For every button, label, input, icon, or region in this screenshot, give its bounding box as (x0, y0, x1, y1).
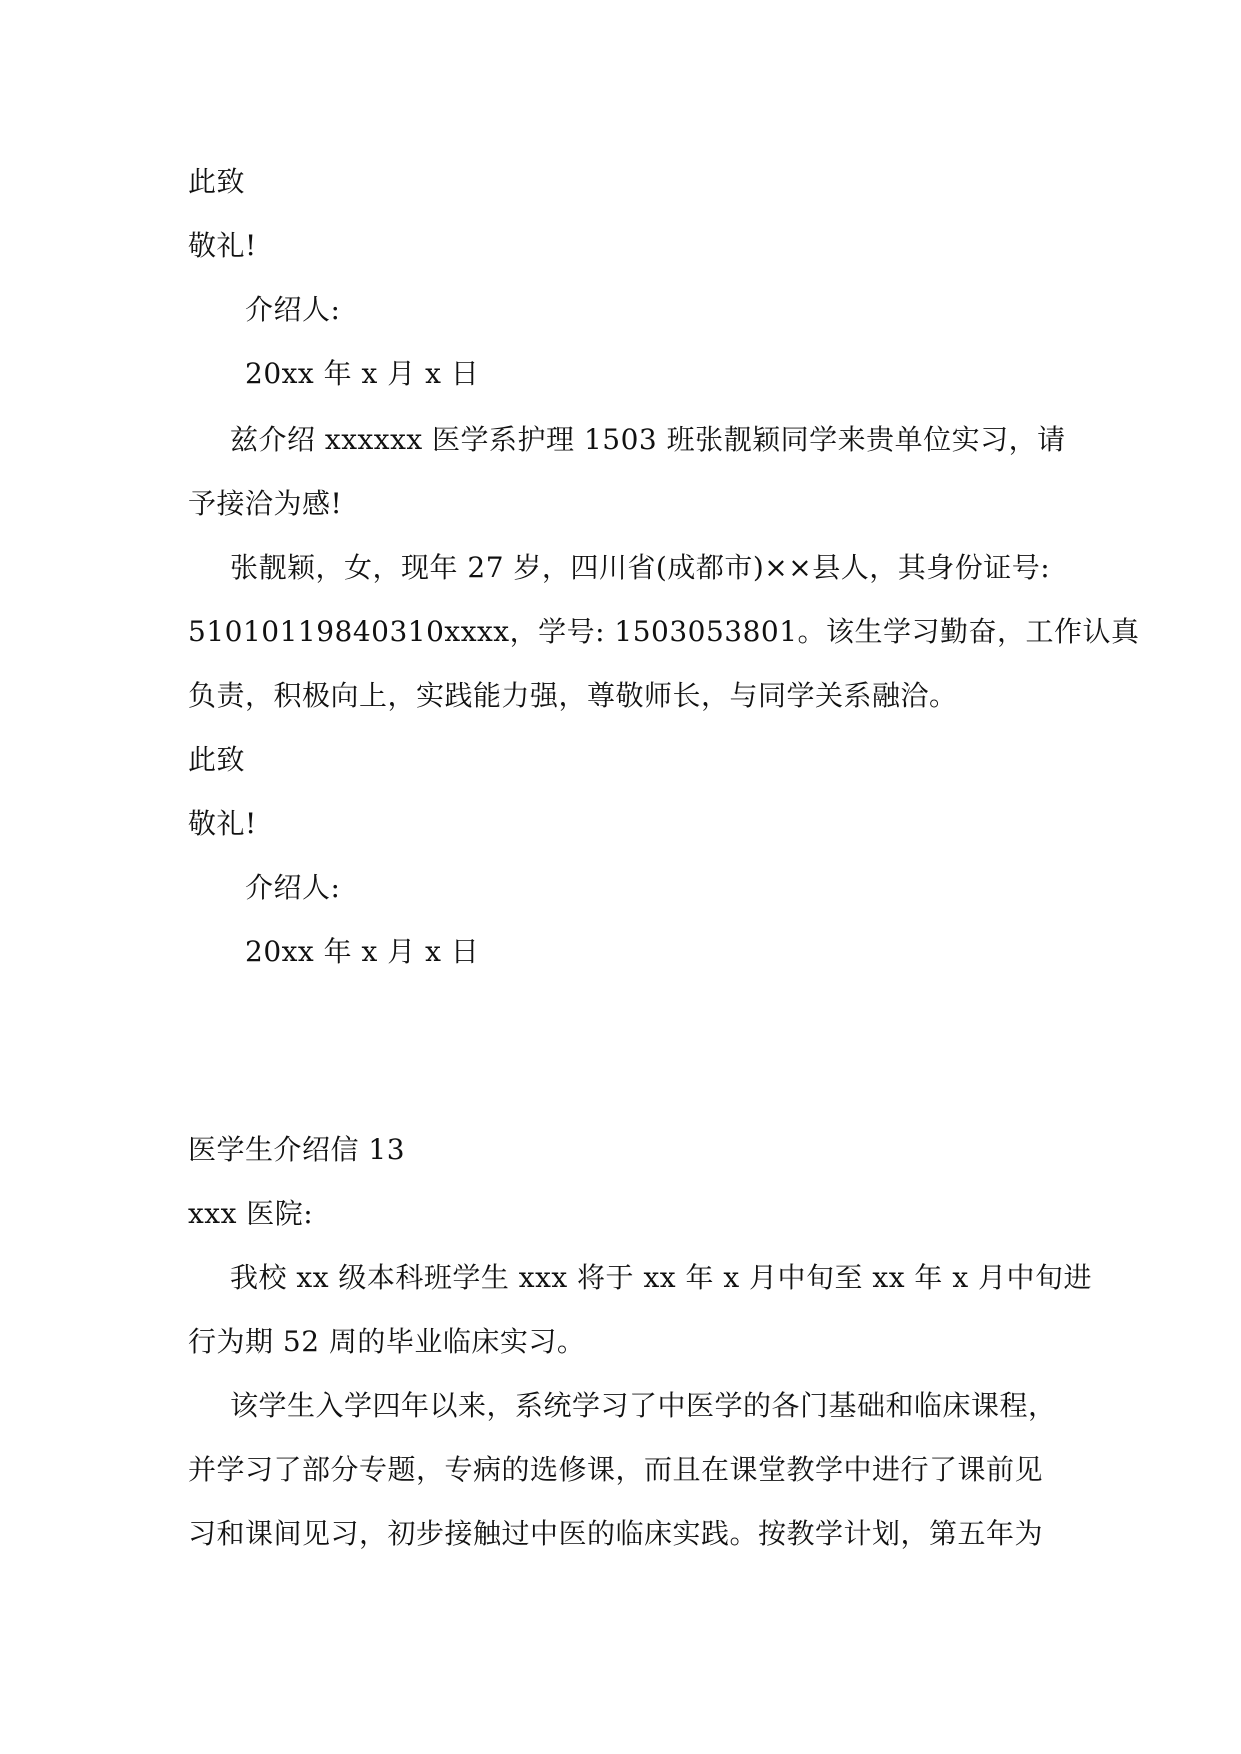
signer-label: 介绍人: (245, 293, 341, 326)
salute-text: 敬礼! (188, 229, 257, 262)
paragraph-line: 予接洽为感! (188, 487, 343, 520)
paragraph-line: 张靓颖，女，现年 27 岁，四川省(成都市)××县人，其身份证号: (230, 551, 1051, 584)
paragraph-line: 兹介绍 xxxxxx 医学系护理 1503 班张靓颖同学来贵单位实习，请 (230, 423, 1066, 456)
date-text: 20xx 年 x 月 x 日 (245, 357, 480, 390)
recipient-text: xxx 医院: (188, 1197, 314, 1230)
paragraph-line: 该学生入学四年以来，系统学习了中医学的各门基础和临床课程， (230, 1389, 1057, 1422)
closing-text: 此致 (188, 743, 246, 776)
paragraph-line: 51010119840310xxxx，学号: 1503053801。该生学习勤奋，工作认真 (188, 615, 1140, 648)
paragraph-line: 习和课间见习，初步接触过中医的临床实践。按教学计划，第五年为 (188, 1517, 1044, 1550)
paragraph-line: 我校 xx 级本科班学生 xxx 将于 xx 年 x 月中旬至 xx 年 x 月中旬进 (230, 1261, 1093, 1294)
closing-text: 此致 (188, 165, 246, 198)
date-text: 20xx 年 x 月 x 日 (245, 935, 480, 968)
paragraph-line: 并学习了部分专题，专病的选修课，而且在课堂教学中进行了课前见 (188, 1453, 1044, 1486)
paragraph-line: 行为期 52 周的毕业临床实习。 (188, 1325, 586, 1358)
paragraph-line: 负责，积极向上，实践能力强，尊敬师长，与同学关系融洽。 (188, 679, 958, 712)
signer-label: 介绍人: (245, 871, 341, 904)
salute-text: 敬礼! (188, 807, 257, 840)
letter-title: 医学生介绍信 13 (188, 1133, 406, 1166)
